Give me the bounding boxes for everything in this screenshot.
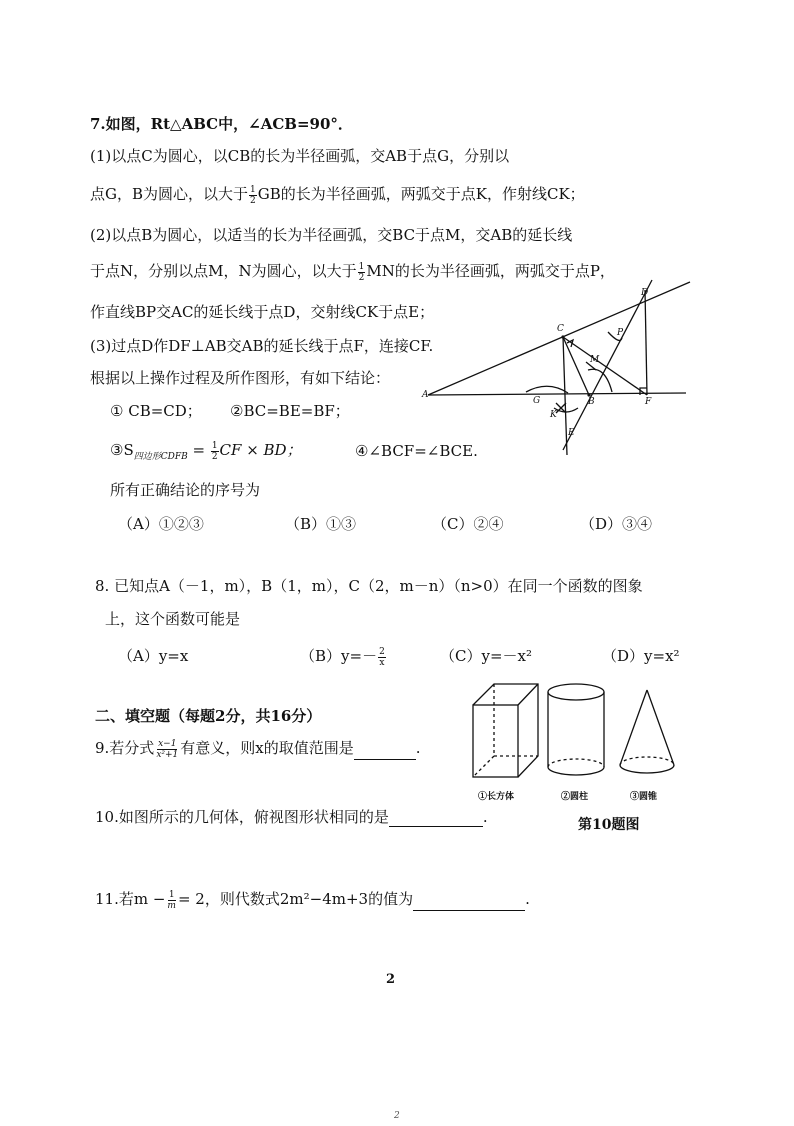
cuboid-shape [473,684,538,777]
q8-stem-line1: 8. 已知点A（－1，m），B（1，m），C（2，m－n）（n>0）在同一个函数的图象 [95,577,643,595]
label-p: P [617,328,624,338]
label-c: C [557,324,564,334]
q7-step2-line2-a: 于点N，分别以点M，N为圆心，以大于 [90,262,357,280]
fraction-half: $\frac{1}{2}$ [358,261,365,283]
q8-stem-line2: 上，这个函数可能是 [105,610,241,628]
q7-step1-line2-a: 点G，B为圆心，以大于 [90,185,249,203]
q9-line: 9.若分式 $\frac{x-1}{\text{x²+1}}$ 有意义，则x的取值范围是 . [95,738,421,760]
label-e: E [568,428,575,438]
q10-line: 10.如图所示的几何体，俯视图形状相同的是 . [95,808,488,826]
section-2-heading: 二、填空题（每题2分，共16分） [95,707,322,725]
caption-cuboid: ①长方体 [478,792,515,802]
q7-option-c: （C）②④ [432,515,504,533]
q11-line: 11.若m − $\frac{1}{m}$ = 2，则代数式2m²−4m+3的值为 . [95,889,530,911]
q7-conclusion-3: $③S_{四边形CDFB}$ = $\frac{1}{2}$ CF × BD； [110,440,302,462]
q8-option-c: （C）y=－x² [440,647,532,665]
q7-step1-line2-b: GB的长为半径画弧，两弧交于点K，作射线CK； [257,185,585,203]
q7-option-b: （B）①③ [285,515,357,533]
label-f: F [645,397,652,407]
fraction-2-over-x: $\frac{2}{x}$ [379,646,385,668]
q7-conclusion-2: ②BC=BE=BF； [230,402,350,420]
q7-conclusion-4: ④∠BCF=∠BCE. [355,442,478,460]
q7-step2-line3: 作直线BP交AC的延长线于点D，交射线CK于点E； [90,303,435,321]
q7-ask: 所有正确结论的序号为 [110,481,261,499]
fraction-half: $\frac{1}{2}$ [211,440,218,462]
label-a: A [422,390,429,400]
label-k: K [550,410,557,420]
q8-option-d: （D）y=x² [602,647,680,665]
q7-step2-line1: (2)以点B为圆心，以适当的长为半径画弧，交BC于点M，交AB的延长线 [90,226,573,244]
fraction-half: $\frac{1}{2}$ [250,184,256,206]
q7-stem: 7.如图，Rt△ABC中，∠ACB=90°． [90,115,353,133]
page-number: 2 [386,972,396,987]
fraction-q9: $\frac{x-1}{\text{x²+1}}$ [156,738,179,760]
q7-option-a: （A）①②③ [118,515,204,533]
q8-option-b: （B）y=－ $\frac{2}{x}$ [300,646,385,668]
fraction-1-over-m: $\frac{1}{m}$ [167,889,176,911]
q7-step2-line2-b: MN的长为半径画弧，两弧交于点P， [366,262,615,280]
area-subscript: 四边形CDFB [133,452,188,462]
q11-answer-blank[interactable] [413,896,525,911]
footer-page-mark: 2 [394,1111,400,1121]
q7-option-d: （D）③④ [580,515,653,533]
label-g: G [533,396,541,406]
caption-cylinder: ②圆柱 [561,792,589,802]
q7-step3: (3)过点D作DF⊥AB交AB的延长线于点F，连接CF. [90,337,434,355]
q7-conclusion-1: ① CB=CD； [110,402,202,420]
label-b: B [588,397,595,407]
q10-figure-caption: 第10题图 [578,817,640,833]
q8-option-a: （A）y=x [118,647,189,665]
cone-shape [620,690,674,773]
label-m: M [590,355,600,365]
label-d: D [641,288,649,298]
caption-cone: ③圆锥 [630,792,658,802]
q7-step1-line1: (1)以点C为圆心，以CB的长为半径画弧，交AB于点G，分别以 [90,147,510,165]
cylinder-shape [548,684,604,775]
q7-conclusions-intro: 根据以上操作过程及所作图形，有如下结论： [90,369,391,387]
